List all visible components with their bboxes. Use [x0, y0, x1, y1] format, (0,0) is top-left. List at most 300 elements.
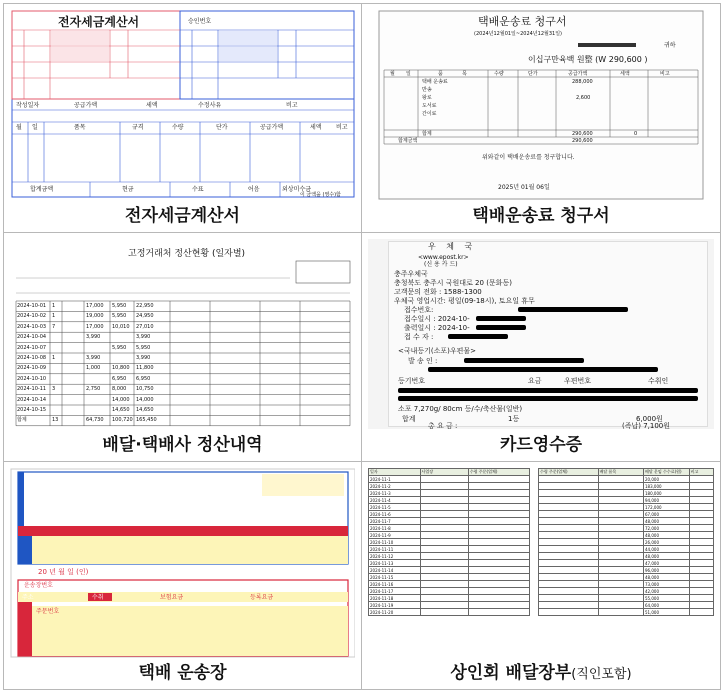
receipt-item: 소포 7,270g/ 80cm 등/수/축산물(일반)	[398, 405, 523, 413]
freight-col-unit: 단가	[528, 71, 538, 77]
invoice-col-day: 일	[32, 124, 38, 131]
ledger-cell	[420, 602, 468, 609]
settlement-cell: 24,950	[136, 313, 154, 320]
caption-settlement: 배달·택배사 정산내역	[102, 435, 263, 455]
settlement-cell: 165,450	[136, 417, 157, 424]
freight-bill-recipient: 귀하	[664, 42, 676, 49]
settlement-cell: 14,650	[112, 407, 130, 413]
redaction-bar	[398, 388, 698, 393]
ledger-cell	[689, 581, 714, 588]
ledger-cell: 2024-11-20	[369, 609, 421, 616]
ledger-cell	[689, 567, 714, 574]
table-row	[539, 602, 714, 609]
ledger-cell: 64,000	[644, 602, 690, 609]
caption-waybill: 택배 운송장	[138, 663, 227, 683]
ledger-cell: 26,000	[644, 539, 690, 546]
ledger-cell	[689, 497, 714, 504]
settlement-cell: 5,950	[112, 303, 127, 309]
ledger-cell	[598, 525, 644, 532]
ledger-cell: 2024-11-17	[369, 588, 421, 595]
freight-note: 위와같이 택배운송료를 청구합니다.	[482, 154, 575, 161]
ledger-cell	[598, 567, 644, 574]
ledger-cell	[689, 539, 714, 546]
freight-total-value: 290,600	[572, 138, 593, 144]
receipt-section: <국내등기(소포)우편물>	[398, 347, 477, 355]
ledger-cell	[468, 581, 529, 588]
ledger-cell	[420, 560, 468, 567]
ledger-cell	[539, 602, 599, 609]
ledger-header-cell: 수령 주문(업체)	[468, 469, 529, 476]
ledger-cell	[468, 574, 529, 581]
ledger-cell	[598, 504, 644, 511]
receipt-grand-label: 총 요 금 :	[428, 422, 458, 429]
invoice-label-tax: 세액	[146, 102, 158, 109]
ledger-cell	[420, 595, 468, 602]
ledger-cell	[598, 483, 644, 490]
ledger-cell	[598, 518, 644, 525]
ledger-cell: 42,000	[644, 588, 690, 595]
ledger-cell: 2024-11-13	[369, 560, 421, 567]
ledger-cell: 48,000	[644, 553, 690, 560]
table-row	[539, 588, 714, 595]
table-row	[539, 511, 714, 518]
settlement-cell: 14,000	[136, 396, 154, 403]
ledger-cell	[689, 511, 714, 518]
ledger-cell	[420, 504, 468, 511]
table-row	[369, 567, 530, 574]
caption-ledger	[362, 659, 720, 687]
redaction-bar	[464, 358, 584, 363]
settlement-cell: 3,990	[86, 334, 101, 341]
tile-settlement[interactable]	[4, 233, 362, 462]
ledger-cell: 2024-11-11	[369, 546, 421, 553]
receipt-col-recipient: 수취인	[648, 377, 669, 385]
table-row	[369, 532, 530, 539]
ledger-cell	[468, 504, 529, 511]
ledger-cell: 183,000	[644, 483, 690, 490]
ledger-cell	[539, 574, 599, 581]
receipt-line-1: 충청북도 충주시 국원대로 20 (문화동)	[394, 279, 512, 287]
receipt-line-2: 고객문의 전화 : 1588-1300	[394, 288, 482, 296]
invoice-label-supply: 공급가액	[74, 102, 98, 109]
ledger-cell	[598, 546, 644, 553]
freight-row-0-item: 택배 운송료	[422, 79, 448, 85]
invoice-footer-receipt: 이 금액을 (영수)함	[300, 192, 341, 198]
ledger-cell	[539, 546, 599, 553]
table-row	[369, 490, 530, 497]
freight-bill-title: 택배운송료 청구서	[478, 15, 567, 28]
ledger-cell	[598, 532, 644, 539]
ledger-cell	[598, 497, 644, 504]
ledger-cell: 2024-11-14	[369, 567, 421, 574]
ledger-cell	[598, 511, 644, 518]
settlement-cell: 5,950	[112, 344, 127, 351]
invoice-col-supply: 공급가액	[260, 124, 284, 131]
settlement-cell: 10,750	[136, 386, 154, 393]
settlement-cell: 13	[52, 417, 59, 424]
ledger-cell: 2024-11-4	[369, 497, 421, 504]
invoice-col-tax: 세액	[310, 124, 322, 131]
ledger-cell	[420, 490, 468, 497]
ledger-cell	[468, 532, 529, 539]
ledger-cell	[468, 595, 529, 602]
receipt-count: 1등	[508, 415, 520, 423]
freight-row-1-item: 반송	[422, 87, 432, 93]
ledger-cell	[689, 490, 714, 497]
waybill-field-recv: 수취	[92, 594, 104, 601]
ledger-cell: 172,000	[644, 504, 690, 511]
table-row	[539, 553, 714, 560]
ledger-cell	[539, 511, 599, 518]
ledger-cell: 2024-11-19	[369, 602, 421, 609]
settlement-cell: 10,010	[112, 323, 130, 330]
invoice-col-item: 품목	[74, 124, 86, 131]
redaction-bar	[476, 325, 526, 330]
invoice-col-qty: 수량	[172, 124, 184, 131]
ledger-cell	[468, 553, 529, 560]
ledger-thumbnail	[368, 468, 714, 658]
ledger-cell	[598, 560, 644, 567]
table-row	[539, 574, 714, 581]
approval-label: 승인번호	[188, 18, 212, 25]
table-row	[369, 609, 530, 616]
ledger-cell	[539, 532, 599, 539]
ledger-cell	[468, 511, 529, 518]
ledger-cell	[420, 518, 468, 525]
settlement-cell: 19,000	[86, 313, 104, 320]
freight-col-item1: 품	[438, 71, 443, 77]
ledger-cell: 2024-11-5	[369, 504, 421, 511]
ledger-cell	[420, 483, 468, 490]
caption-ledger-sub: (직인포함)	[571, 667, 632, 682]
table-row	[539, 609, 714, 616]
settlement-title: 고정거래처 정산현황 (일자별)	[128, 249, 246, 259]
ledger-cell: 94,000	[644, 497, 690, 504]
settlement-thumbnail	[10, 239, 355, 429]
ledger-cell: 96,000	[644, 567, 690, 574]
table-row	[539, 595, 714, 602]
table-row	[369, 504, 530, 511]
ledger-cell	[689, 504, 714, 511]
ledger-cell	[598, 476, 644, 483]
ledger-cell	[539, 588, 599, 595]
table-row	[539, 539, 714, 546]
table-row	[539, 483, 714, 490]
ledger-cell: 2024-11-8	[369, 525, 421, 532]
settlement-cell: 14,000	[112, 396, 130, 403]
ledger-header-row	[539, 469, 714, 476]
settlement-cell: 7	[52, 323, 56, 330]
ledger-cell	[689, 518, 714, 525]
ledger-cell	[598, 539, 644, 546]
ledger-cell: 73,000	[644, 581, 690, 588]
settlement-cell: 8,000	[112, 386, 127, 393]
ledger-header-cell: 사업장	[420, 469, 468, 476]
card-receipt-thumbnail	[368, 239, 714, 429]
redaction-bar	[398, 396, 698, 401]
receipt-subhead: (신 용 카 드)	[424, 261, 458, 268]
settlement-cell: 10,800	[112, 365, 130, 372]
ledger-cell	[689, 532, 714, 539]
table-row	[369, 581, 530, 588]
ledger-cell	[420, 532, 468, 539]
ledger-cell: 2024-11-9	[369, 532, 421, 539]
redaction-bar	[476, 316, 526, 321]
tax-invoice-form	[10, 10, 355, 200]
ledger-cell	[598, 553, 644, 560]
ledger-cell: 2024-11-7	[369, 518, 421, 525]
ledger-cell	[598, 588, 644, 595]
freight-row-2-item: 왕로	[422, 95, 432, 101]
waybill-field-address: 주소	[22, 594, 34, 601]
table-row	[369, 483, 530, 490]
caption-freight-bill: 택배운송료 청구서	[472, 206, 610, 226]
ledger-cell	[689, 525, 714, 532]
ledger-cell	[539, 525, 599, 532]
redaction-bar	[518, 307, 628, 312]
ledger-cell	[689, 609, 714, 616]
ledger-cell	[539, 581, 599, 588]
settlement-cell: 3,990	[136, 334, 151, 341]
ledger-cell	[468, 567, 529, 574]
tile-freight-bill[interactable]	[362, 4, 720, 233]
ledger-cell	[468, 539, 529, 546]
ledger-header-cell: 비고	[689, 469, 714, 476]
ledger-cell	[468, 476, 529, 483]
table-row	[539, 497, 714, 504]
freight-sum-label: 합계	[422, 131, 432, 137]
ledger-cell	[539, 483, 599, 490]
settlement-cell: 2024-10-03	[17, 323, 47, 330]
ledger-cell	[468, 560, 529, 567]
tile-tax-invoice[interactable]	[4, 4, 362, 233]
ledger-cell: 44,000	[644, 546, 690, 553]
settlement-cell: 3,990	[136, 355, 151, 361]
ledger-cell	[539, 595, 599, 602]
ledger-cell	[420, 574, 468, 581]
settlement-cell: 2024-10-02	[17, 313, 47, 320]
ledger-cell: 72,000	[644, 525, 690, 532]
ledger-cell	[468, 483, 529, 490]
ledger-cell	[539, 553, 599, 560]
ledger-cell	[468, 609, 529, 616]
ledger-cell: 2024-11-10	[369, 539, 421, 546]
table-row	[369, 476, 530, 483]
caption-tax-invoice: 전자세금계산서	[125, 206, 240, 226]
table-row	[539, 525, 714, 532]
ledger-cell: 2024-11-2	[369, 483, 421, 490]
ledger-cell	[598, 602, 644, 609]
ledger-cell	[539, 539, 599, 546]
ledger-cell: 2024-11-16	[369, 581, 421, 588]
ledger-header-cell: 배달 품목	[598, 469, 644, 476]
ledger-cell	[420, 525, 468, 532]
ledger-cell	[420, 588, 468, 595]
waybill-date: 20 년 월 일 (인)	[38, 568, 89, 576]
ledger-cell: 48,000	[644, 574, 690, 581]
invoice-footer-note: 어음	[248, 186, 260, 193]
receipt-site: <www.epost.kr>	[418, 254, 469, 261]
ledger-cell	[468, 588, 529, 595]
receipt-col-reg: 등기번호	[398, 377, 426, 385]
table-row	[369, 560, 530, 567]
settlement-cell: 3,990	[86, 355, 101, 361]
receipt-col-zip: 우편번호	[564, 377, 592, 385]
ledger-cell: 2024-11-12	[369, 553, 421, 560]
ledger-header-cell: 배달 운임 수수료(원)	[644, 469, 690, 476]
settlement-cell: 2024-10-10	[17, 375, 47, 382]
tile-ledger[interactable]	[362, 462, 720, 689]
ledger-cell	[420, 476, 468, 483]
freight-col-supply: 공급가액	[568, 71, 588, 77]
ledger-cell: 48,000	[644, 518, 690, 525]
table-row	[369, 602, 530, 609]
receipt-header: 우 체 국	[428, 242, 477, 251]
ledger-cell	[468, 546, 529, 553]
ledger-cell: 48,000	[644, 532, 690, 539]
settlement-cell: 2024-10-15	[17, 407, 47, 413]
invoice-label-note: 비고	[286, 102, 298, 109]
settlement-cell: 2,750	[86, 386, 101, 393]
freight-total-label: 합계금액	[398, 138, 418, 144]
invoice-col-unit: 단가	[216, 124, 228, 131]
table-row	[539, 532, 714, 539]
settlement-cell: 11,800	[136, 365, 154, 372]
invoice-footer-cash: 현금	[122, 186, 134, 193]
ledger-cell	[689, 483, 714, 490]
settlement-cell: 합계	[17, 417, 27, 424]
freight-row-0-amount: 288,000	[572, 79, 593, 85]
invoice-col-spec: 규격	[132, 124, 144, 131]
table-row	[369, 539, 530, 546]
settlement-cell: 64,730	[86, 417, 104, 424]
settlement-form	[10, 239, 355, 429]
invoice-label-reason: 수정사유	[198, 102, 222, 109]
receipt-line-4: 접수번호:	[404, 306, 434, 314]
ledger-cell	[598, 490, 644, 497]
table-row	[539, 490, 714, 497]
ledger-cell	[468, 602, 529, 609]
receipt-count-label: 합계	[402, 415, 416, 423]
invoice-footer-total: 합계금액	[30, 186, 54, 193]
freight-sum-tax: 0	[634, 131, 638, 137]
ledger-cell	[420, 553, 468, 560]
settlement-cell: 22,950	[136, 303, 154, 309]
ledger-cell: 47,000	[644, 560, 690, 567]
settlement-cell: 5,950	[112, 313, 127, 320]
ledger-cell	[689, 476, 714, 483]
table-row	[369, 525, 530, 532]
ledger-cell	[420, 539, 468, 546]
ledger-cell	[468, 497, 529, 504]
ledger-cell	[539, 560, 599, 567]
ledger-cell: 20,000	[644, 476, 690, 483]
freight-col-month: 월	[390, 71, 395, 77]
ledger-cell	[598, 574, 644, 581]
ledger-cell	[539, 609, 599, 616]
ledger-cell	[689, 553, 714, 560]
freight-col-tax: 세액	[620, 71, 630, 77]
settlement-cell: 2024-10-09	[17, 365, 47, 372]
tax-invoice-thumbnail	[10, 10, 355, 200]
table-row	[369, 546, 530, 553]
receipt-amount: 6,000원	[636, 415, 663, 423]
settlement-cell: 27,010	[136, 323, 154, 330]
receipt-line-0: 충주우체국	[394, 270, 428, 278]
freight-row-2-amount: 2,600	[576, 95, 591, 101]
ledger-cell	[689, 588, 714, 595]
ledger-cell	[539, 490, 599, 497]
ledger-table	[368, 468, 530, 616]
table-row	[369, 511, 530, 518]
freight-bill-period: (2024년12월01일~2024년12월31일)	[474, 31, 562, 37]
ledger-cell	[689, 546, 714, 553]
settlement-cell: 14,650	[136, 407, 154, 413]
freight-col-day: 일	[406, 71, 411, 77]
waybill-field-order: 주문번호	[36, 608, 60, 615]
table-row	[369, 588, 530, 595]
ledger-header-cell: 수령 주문(업체)	[539, 469, 599, 476]
settlement-cell: 2024-10-11	[17, 386, 47, 393]
ledger-header-cell: 일자	[369, 469, 421, 476]
settlement-cell: 3	[52, 386, 56, 393]
ledger-cell: 180,000	[644, 490, 690, 497]
tax-invoice-title: 전자세금계산서	[58, 15, 140, 29]
redaction-bar	[428, 367, 658, 372]
tile-card-receipt[interactable]	[362, 233, 720, 462]
settlement-cell: 2024-10-08	[17, 355, 47, 361]
settlement-cell: 6,950	[136, 375, 151, 382]
settlement-cell: 2024-10-04	[17, 334, 47, 341]
ledger-cell: 67,000	[644, 511, 690, 518]
receipt-sender: 발 송 인 :	[408, 357, 438, 365]
freight-col-note: 비고	[660, 71, 670, 77]
waybill-form	[10, 468, 355, 658]
table-row	[539, 518, 714, 525]
ledger-cell	[539, 497, 599, 504]
freight-col-qty: 수량	[494, 71, 504, 77]
ledger-cell: 2024-11-18	[369, 595, 421, 602]
waybill-thumbnail	[10, 468, 355, 658]
ledger-cell	[689, 574, 714, 581]
ledger-cell	[468, 518, 529, 525]
settlement-cell: 17,000	[86, 303, 104, 309]
settlement-cell: 1	[52, 355, 56, 361]
ledger-cell	[468, 490, 529, 497]
table-row	[369, 574, 530, 581]
receipt-line-5: 접수일시 : 2024-10-	[404, 315, 470, 323]
table-row	[539, 546, 714, 553]
ledger-cell	[468, 525, 529, 532]
waybill-number-label: 운송장번호	[24, 582, 53, 589]
ledger-cell	[420, 567, 468, 574]
table-row	[369, 595, 530, 602]
ledger-cell	[539, 567, 599, 574]
ledger-header-row	[369, 469, 530, 476]
settlement-cell: 2024-10-01	[17, 303, 47, 309]
freight-bill-total-line: 이십구만육백 원整 (W 290,600 )	[528, 55, 648, 64]
ledger-cell	[689, 560, 714, 567]
ledger-cell	[689, 595, 714, 602]
ledger-cell	[420, 546, 468, 553]
freight-row-3-item: 도서료	[422, 103, 437, 109]
freight-col-item2: 목	[462, 71, 467, 77]
tile-waybill[interactable]	[4, 462, 362, 689]
table-row	[539, 581, 714, 588]
table-row	[369, 553, 530, 560]
settlement-cell: 5,950	[136, 344, 151, 351]
caption-card-receipt: 카드영수증	[499, 435, 583, 455]
